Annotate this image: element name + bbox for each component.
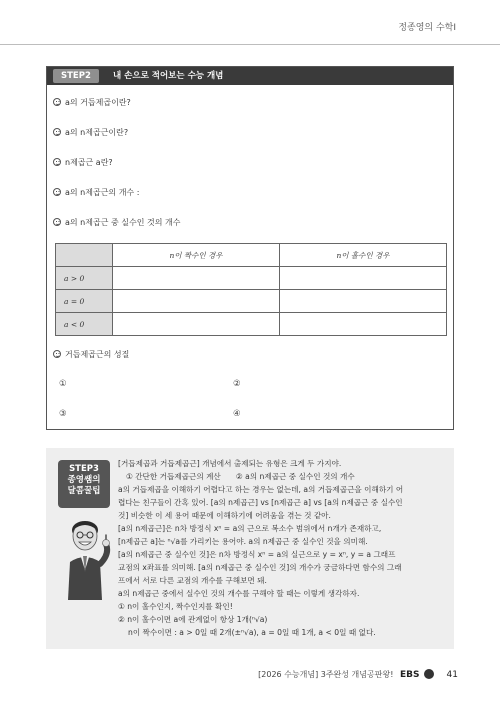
step2-title-bar [47, 67, 453, 85]
question-4: a의 n제곱근의 개수 : [53, 187, 139, 198]
ebs-logo: EBS [399, 670, 420, 680]
step2-worksheet [46, 66, 454, 430]
answer-cell[interactable] [280, 290, 447, 313]
tip-line: n이 짝수이면 : a > 0일 때 2개(±ⁿ√a), a = 0일 때 1개, a < 0일 때 없다. [128, 628, 376, 637]
table-corner [56, 244, 113, 267]
page-footer [258, 669, 458, 680]
teacher-illustration [58, 514, 112, 602]
tip-line: 교점의 x좌표를 의미해. [a의 n제곱근 중 실수인 것]의 개수가 궁금하다면 함수의 그래 [118, 563, 402, 572]
table-row [56, 290, 447, 313]
ebs-circle-icon [424, 669, 434, 679]
header-rule [0, 44, 500, 45]
blank-4: ④ [233, 409, 241, 419]
tip-line: 프에서 서로 다른 교점의 개수를 구해보면 돼. [118, 576, 267, 585]
tip-line: 것] 비슷한 이 세 용어 때문에 이해하기에 어려움을 겪는 것 같아. [118, 511, 331, 520]
tip-line: a의 거듭제곱을 이해하기 어렵다고 하는 경우는 없는데, a의 거듭제곱근을 이해하기 어 [118, 485, 404, 494]
smile-icon [53, 218, 61, 226]
tip-line: [거듭제곱과 거듭제곱근] 개념에서 출제되는 유형은 크게 두 가지야. [118, 459, 342, 468]
question-6: 거듭제곱근의 성질 [53, 349, 129, 360]
col-head-even: n이 짝수인 경우 [113, 244, 280, 267]
answer-cell[interactable] [280, 267, 447, 290]
col-head-odd: n이 홀수인 경우 [280, 244, 447, 267]
answer-cell[interactable] [113, 267, 280, 290]
footer-text: [2026 수능개념] 3주완성 개념공판왕! [258, 670, 394, 679]
table-row [56, 313, 447, 336]
blank-3: ③ [59, 409, 67, 419]
question-5: a의 n제곱근 중 실수인 것의 개수 [53, 217, 180, 228]
real-roots-table [55, 243, 447, 336]
smile-icon [53, 98, 61, 106]
tip-line: ① 간단한 거듭제곱근의 계산 ② a의 n제곱근 중 실수인 것의 개수 [126, 472, 355, 481]
running-header: 정종영의 수학Ⅰ [398, 23, 456, 33]
question-1: a의 거듭제곱이란? [53, 97, 131, 108]
question-2: a의 n제곱근이란? [53, 127, 128, 138]
smile-icon [53, 350, 61, 358]
row-head: a < 0 [56, 313, 113, 336]
smile-icon [53, 128, 61, 136]
blank-1: ① [59, 379, 67, 389]
table-row [56, 244, 447, 267]
tip-line: ② n이 홀수이면 a에 관계없이 항상 1개(ⁿ√a) [118, 615, 268, 624]
answer-cell[interactable] [113, 313, 280, 336]
answer-cell[interactable] [280, 313, 447, 336]
tip-line: ① n이 홀수인지, 짝수인지를 확인! [118, 602, 233, 611]
step2-title: 내 손으로 적어보는 수능 개념 [113, 71, 224, 81]
blank-2: ② [233, 379, 241, 389]
question-3: n제곱근 a란? [53, 157, 113, 168]
tip-line: [a의 n제곱근]은 n차 방정식 xⁿ = a의 근으로 복소수 범위에서 n개가 존재하고, [118, 524, 382, 533]
page-number: 41 [446, 670, 458, 680]
smile-icon [53, 188, 61, 196]
smile-icon [53, 158, 61, 166]
row-head: a > 0 [56, 267, 113, 290]
step2-tag: STEP2 [53, 69, 99, 83]
step3-badge: STEP3 종영쌤의 달콤꿀팁 [58, 460, 110, 508]
tip-line: a의 n제곱근 중에서 실수인 것의 개수를 구해야 할 때는 이렇게 생각하자. [118, 589, 360, 598]
tip-line: 렵다는 친구들이 간혹 있어. [a의 n제곱근] vs [n제곱근 a] vs [a의 n제곱근 중 실수인 [118, 498, 403, 507]
tip-line: [a의 n제곱근 중 실수인 것]은 n차 방정식 xⁿ = a의 실근으로 y = xⁿ, y = a 그래프 [118, 550, 396, 559]
answer-cell[interactable] [113, 290, 280, 313]
table-row [56, 267, 447, 290]
row-head: a = 0 [56, 290, 113, 313]
tip-line: [n제곱근 a]는 ⁿ√a를 가리키는 용어야. a의 n제곱근 중 실수인 것을 의미해. [118, 537, 368, 546]
